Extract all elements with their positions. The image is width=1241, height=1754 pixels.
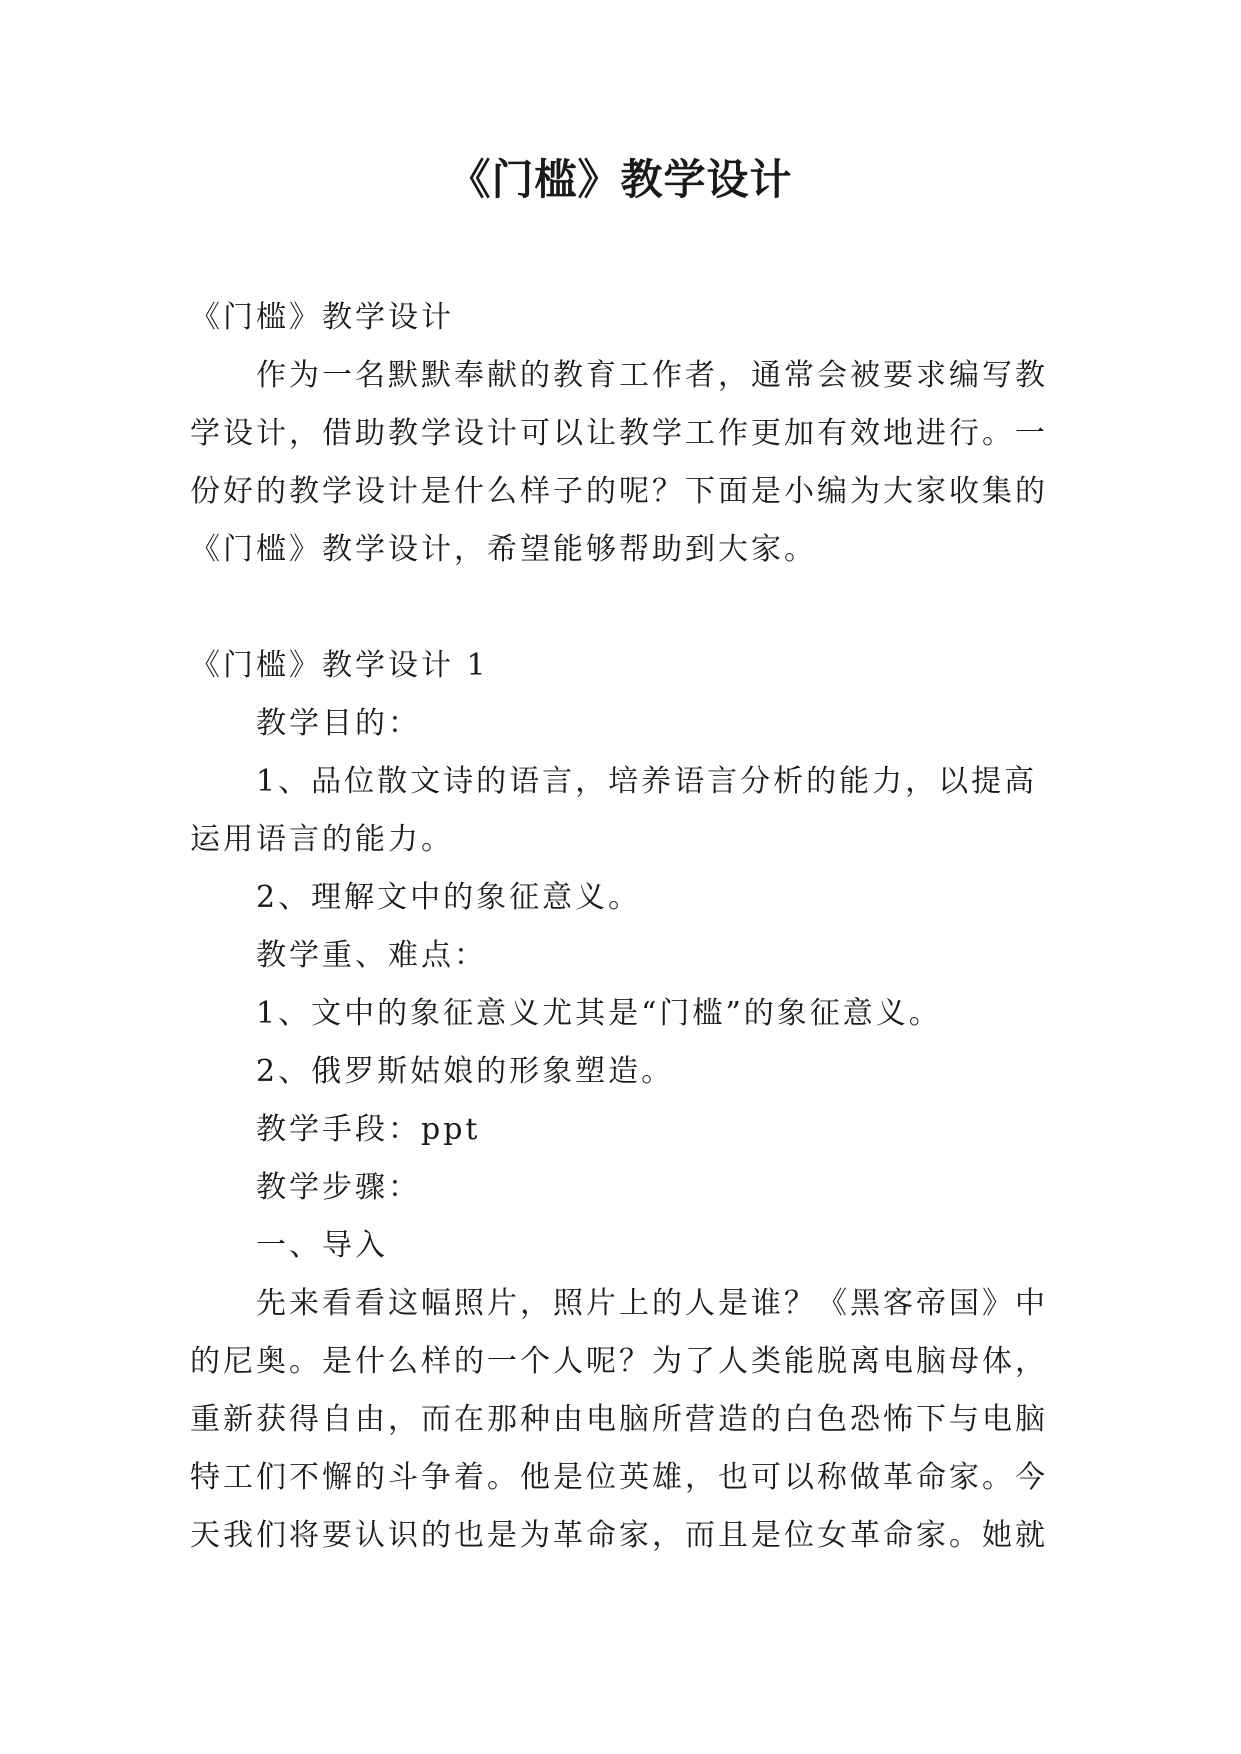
paragraph-key-point-2: 2、俄罗斯姑娘的形象塑造。 <box>256 1054 675 1089</box>
subtitle-line: 《门槛》教学设计 <box>190 300 454 335</box>
section-spacer <box>190 579 1070 637</box>
section-heading: 《门槛》教学设计 1 <box>190 648 489 683</box>
paragraph-key-point-1: 1、文中的象征意义尤其是“门槛”的象征意义。 <box>256 996 942 1031</box>
paragraph-goal-2: 2、理解文中的象征意义。 <box>256 880 642 915</box>
paragraph-step-intro-heading: 一、导入 <box>256 1228 388 1263</box>
paragraph-teaching-goals-label: 教学目的： <box>256 706 421 741</box>
paragraph-teaching-steps-label: 教学步骤： <box>256 1170 421 1205</box>
paragraph-step-intro-text: 先来看看这幅照片，照片上的人是谁？《黑客帝国》中的尼奥。是什么样的一个人呢？为了人类能脱离电脑母体，重新获得自由，而在那种由电脑所营造的白色恐怖下与电脑特工们不懈的斗争着。他是位英雄，也可以称做革命家。今天我们将要认识的也是为革命家，而且是位女革命家。她就 <box>190 1286 1048 1553</box>
paragraph-key-points-label: 教学重、难点： <box>256 938 487 973</box>
document-title: 《门槛》教学设计 <box>448 155 793 204</box>
paragraph-teaching-means: 教学手段：ppt <box>256 1112 481 1147</box>
document-body <box>190 289 1070 1565</box>
paragraph-goal-1: 1、品位散文诗的语言，培养语言分析的能力，以提高运用语言的能力。 <box>190 764 1038 857</box>
intro-paragraph: 作为一名默默奉献的教育工作者，通常会被要求编写教学设计，借助教学设计可以让教学工作更加有效地进行。一份好的教学设计是什么样子的呢？下面是小编为大家收集的《门槛》教学设计，希望能够帮助到大家。 <box>190 358 1048 567</box>
